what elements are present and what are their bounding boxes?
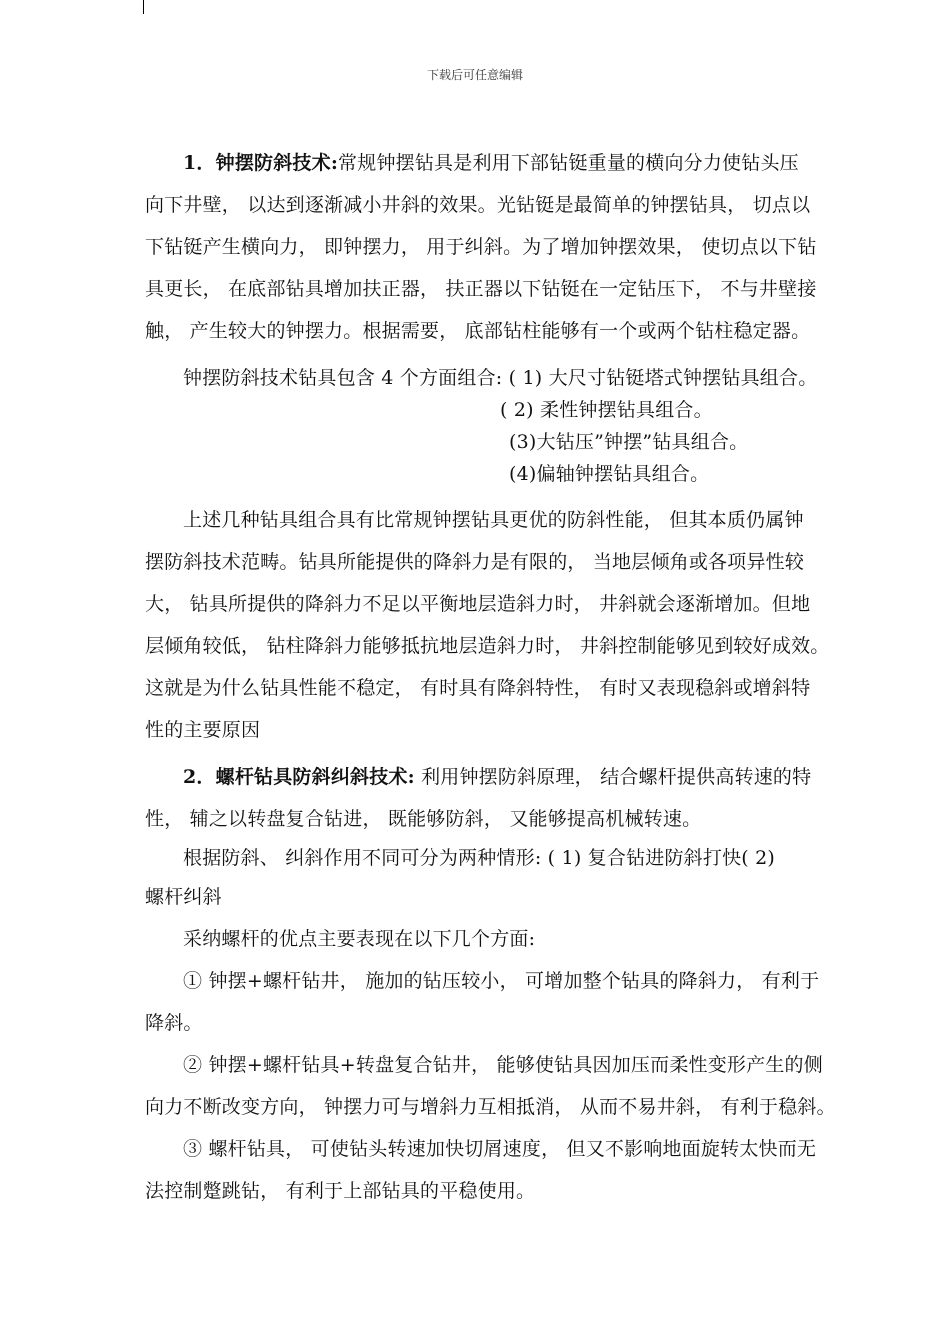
text-cursor-mark bbox=[143, 0, 144, 14]
paragraph-line: 性， 辅之以转盘复合钻进， 既能够防斜， 又能够提高机械转速。 bbox=[145, 808, 702, 830]
paragraph-line: 具更长， 在底部钻具增加扶正器， 扶正器以下钻铤在一定钻压下， 不与井壁接 bbox=[145, 278, 817, 300]
paragraph-line: 根据防斜、 纠斜作用不同可分为两种情形: ( 1) 复合钻进防斜打快( 2) bbox=[183, 847, 776, 869]
advantage-item: ② 钟摆+螺杆钻具+转盘复合钻井， 能够使钻具因加压而柔性变形产生的侧 bbox=[183, 1054, 823, 1076]
advantage-item: 法控制蹩跳钻， 有利于上部钻具的平稳使用。 bbox=[145, 1180, 536, 1202]
advantage-item: ① 钟摆+螺杆钻井， 施加的钻压较小， 可增加整个钻具的降斜力， 有利于 bbox=[183, 970, 820, 992]
advantage-item: 降斜。 bbox=[145, 1012, 203, 1034]
paragraph-line: 螺杆纠斜 bbox=[145, 886, 222, 908]
combo-item: (4)偏轴钟摆钻具组合。 bbox=[509, 463, 710, 485]
section-1-title: 1．钟摆防斜技术: bbox=[183, 152, 339, 174]
paragraph-line: 向下井壁， 以达到逐渐减小井斜的效果。光钻铤是最简单的钟摆钻具， 切点以 bbox=[145, 194, 811, 216]
combo-intro: 钟摆防斜技术钻具包含 4 个方面组合: ( 1) 大尺寸钻铤塔式钟摆钻具组合。 bbox=[183, 367, 818, 389]
paragraph-line: 大， 钻具所提供的降斜力不足以平衡地层造斜力时， 井斜就会逐渐增加。但地 bbox=[145, 593, 811, 615]
paragraph-line: 上述几种钻具组合具有比常规钟摆钻具更优的防斜性能， 但其本质仍属钟 bbox=[183, 509, 804, 531]
advantage-item: 向力不断改变方向， 钟摆力可与增斜力互相抵消， 从而不易井斜， 有利于稳斜。 bbox=[145, 1096, 836, 1118]
advantage-item: ③ 螺杆钻具， 可使钻头转速加快切屑速度， 但又不影响地面旋转太快而无 bbox=[183, 1138, 817, 1160]
paragraph-line: 层倾角较低， 钻柱降斜力能够抵抗地层造斜力时， 井斜控制能够见到较好成效。 bbox=[145, 635, 830, 657]
paragraph-line: 这就是为什么钻具性能不稳定， 有时具有降斜特性， 有时又表现稳斜或增斜特 bbox=[145, 677, 811, 699]
paragraph-line: 触， 产生较大的钟摆力。根据需要， 底部钻柱能够有一个或两个钻柱稳定器。 bbox=[145, 320, 811, 342]
paragraph-line: 摆防斜技术范畴。钻具所能提供的降斜力是有限的， 当地层倾角或各项异性较 bbox=[145, 551, 805, 573]
paragraph-line: 性的主要原因 bbox=[145, 719, 261, 741]
paragraph-line: 下钻铤产生横向力， 即钟摆力， 用于纠斜。为了增加钟摆效果， 使切点以下钻 bbox=[145, 236, 817, 258]
combo-item: ( 2) 柔性钟摆钻具组合。 bbox=[500, 399, 713, 421]
paragraph-line: 2．螺杆钻具防斜纠斜技术: 利用钟摆防斜原理， 结合螺杆提供高转速的特 bbox=[183, 766, 812, 788]
section-2-title: 2．螺杆钻具防斜纠斜技术: bbox=[183, 766, 415, 788]
paragraph-line: 1．钟摆防斜技术:常规钟摆钻具是利用下部钻铤重量的横向分力使钻头压 bbox=[183, 152, 799, 174]
page-header: 下载后可任意编辑 bbox=[426, 68, 523, 82]
advantages-intro: 采纳螺杆的优点主要表现在以下几个方面: bbox=[183, 928, 536, 950]
combo-item: (3)大钻压”钟摆”钻具组合。 bbox=[509, 431, 749, 453]
